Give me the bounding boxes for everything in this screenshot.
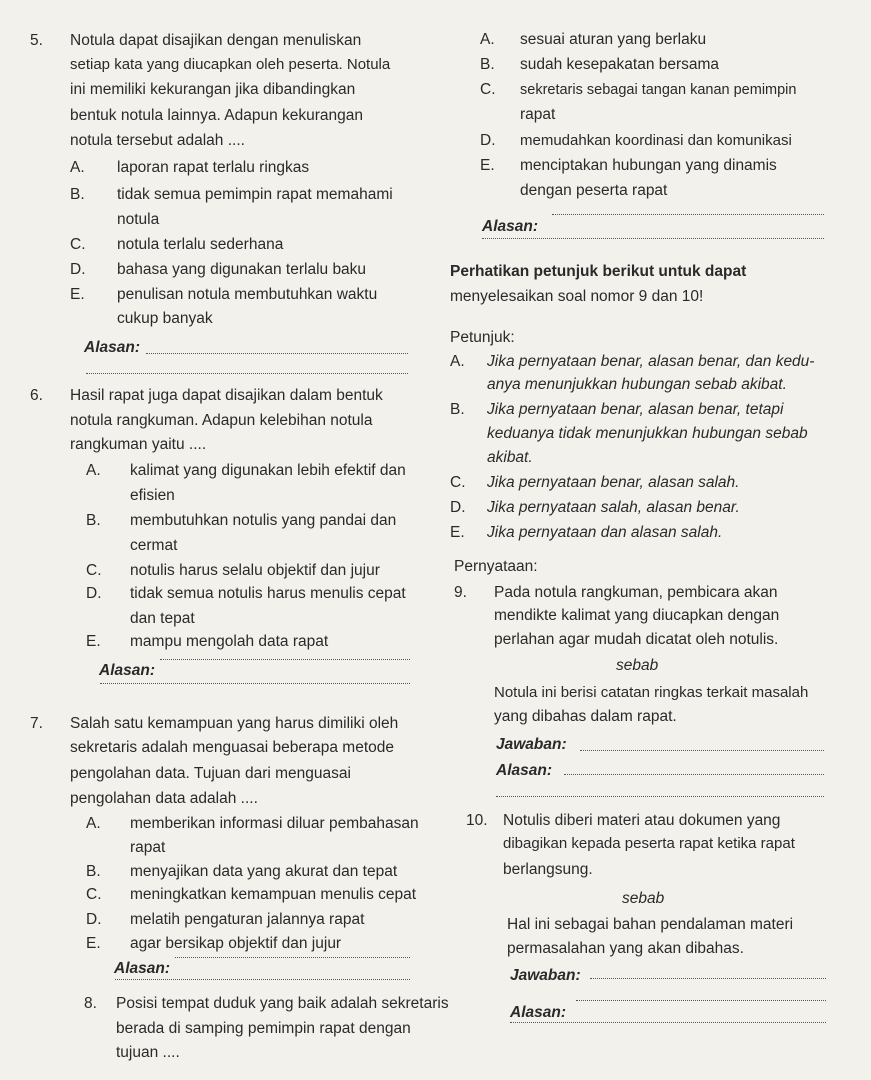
answer-line[interactable] <box>86 373 408 374</box>
pernyataan-heading: Pernyataan: <box>454 558 538 575</box>
instruction-text: Jika pernyataan dan alasan salah. <box>487 524 723 541</box>
option-letter: E. <box>480 157 495 174</box>
option-letter: A. <box>86 462 101 479</box>
question-stem-line: berada di samping pemimpin rapat dengan <box>116 1020 411 1037</box>
option-text: meningkatkan kemampuan menulis cepat <box>130 886 417 903</box>
question-number: 5. <box>30 32 43 49</box>
option-letter: B. <box>70 186 85 203</box>
option-letter: C. <box>86 886 102 903</box>
answer-line[interactable] <box>115 979 410 980</box>
answer-line[interactable] <box>160 659 410 660</box>
option-letter: A. <box>70 159 85 176</box>
instruction-letter: E. <box>450 524 465 541</box>
instruction-text: Jika pernyataan benar, alasan benar, dan kedu- <box>487 353 815 370</box>
question-number: 8. <box>84 995 97 1012</box>
option-letter: D. <box>86 585 102 602</box>
instruction-letter: A. <box>450 353 465 370</box>
option-letter: B. <box>86 863 101 880</box>
answer-line[interactable] <box>482 238 824 239</box>
statement-line: dibagikan kepada peserta rapat ketika rapat <box>503 835 795 852</box>
alasan-label: Alasan: <box>510 1004 566 1021</box>
sebab-label: sebab <box>616 657 659 674</box>
instructions-intro: Perhatikan petunjuk berikut untuk dapat <box>450 263 747 280</box>
option-letter: D. <box>70 261 86 278</box>
question-stem-line: sekretaris adalah menguasai beberapa metode <box>70 739 394 756</box>
reason-line: Hal ini sebagai bahan pendalaman materi <box>507 916 794 933</box>
option-text: melatih pengaturan jalannya rapat <box>130 911 365 928</box>
option-letter: E. <box>86 935 101 952</box>
jawaban-label: Jawaban: <box>510 967 581 984</box>
option-text: efisien <box>130 487 175 504</box>
question-stem-line: pengolahan data. Tujuan dari menguasai <box>70 765 351 782</box>
option-text: dengan peserta rapat <box>520 182 668 199</box>
instruction-letter: D. <box>450 499 466 516</box>
alasan-label: Alasan: <box>496 762 552 779</box>
option-text: membutuhkan notulis yang pandai dan <box>130 512 397 529</box>
option-text: kalimat yang digunakan lebih efektif dan <box>130 462 406 479</box>
alasan-label: Alasan: <box>99 662 155 679</box>
option-letter: E. <box>70 286 85 303</box>
instruction-text: Jika pernyataan benar, alasan salah. <box>487 474 740 491</box>
answer-line[interactable] <box>564 774 824 775</box>
reason-line: yang dibahas dalam rapat. <box>494 708 677 725</box>
option-text: menyajikan data yang akurat dan tepat <box>130 863 398 880</box>
option-text: memudahkan koordinasi dan komunikasi <box>520 132 792 149</box>
question-stem-line: Salah satu kemampuan yang harus dimiliki oleh <box>70 715 399 732</box>
question-stem-line: ini memiliki kekurangan jika dibandingkan <box>70 81 356 98</box>
option-text: mampu mengolah data rapat <box>130 633 329 650</box>
option-text: laporan rapat terlalu ringkas <box>117 159 310 176</box>
answer-line[interactable] <box>552 214 824 215</box>
alasan-label: Alasan: <box>84 339 140 356</box>
reason-line: permasalahan yang akan dibahas. <box>507 940 744 957</box>
statement-line: berlangsung. <box>503 861 593 878</box>
question-stem-line: pengolahan data adalah .... <box>70 790 258 807</box>
sebab-label: sebab <box>622 890 665 907</box>
option-letter: E. <box>86 633 101 650</box>
option-text: cermat <box>130 537 178 554</box>
answer-line[interactable] <box>496 796 824 797</box>
option-text: dan tepat <box>130 610 195 627</box>
answer-line[interactable] <box>146 353 408 354</box>
question-stem-line: Hasil rapat juga dapat disajikan dalam bentuk <box>70 387 383 404</box>
option-text: agar bersikap objektif dan jujur <box>130 935 342 952</box>
option-letter: C. <box>480 81 496 98</box>
statement-line: Pada notula rangkuman, pembicara akan <box>494 584 778 601</box>
jawaban-label: Jawaban: <box>496 736 567 753</box>
option-letter: B. <box>86 512 101 529</box>
question-number: 10. <box>466 812 488 829</box>
answer-line[interactable] <box>576 1000 826 1001</box>
instruction-text: akibat. <box>487 449 533 466</box>
question-stem-line: Posisi tempat duduk yang baik adalah sekretaris <box>116 995 449 1012</box>
statement-line: mendikte kalimat yang diucapkan dengan <box>494 607 780 624</box>
option-letter: A. <box>480 31 495 48</box>
instruction-letter: B. <box>450 401 465 418</box>
option-text: tidak semua notulis harus menulis cepat <box>130 585 406 602</box>
question-stem-line: rangkuman yaitu .... <box>70 436 207 453</box>
option-text: memberikan informasi diluar pembahasan <box>130 815 419 832</box>
question-stem-line: bentuk notula lainnya. Adapun kekurangan <box>70 107 364 124</box>
option-text: penulisan notula membutuhkan waktu <box>117 286 378 303</box>
alasan-label: Alasan: <box>114 960 170 977</box>
option-text: notula <box>117 211 160 228</box>
question-stem-line: notula tersebut adalah .... <box>70 132 245 149</box>
option-text: sekretaris sebagai tangan kanan pemimpin <box>520 82 797 98</box>
option-letter: C. <box>70 236 86 253</box>
option-letter: D. <box>86 911 102 928</box>
instruction-text: keduanya tidak menunjukkan hubungan sebab <box>487 425 808 442</box>
option-letter: D. <box>480 132 496 149</box>
answer-line[interactable] <box>175 957 410 958</box>
question-number: 9. <box>454 584 467 601</box>
option-text: sesuai aturan yang berlaku <box>520 31 707 48</box>
answer-line[interactable] <box>590 978 826 979</box>
answer-line[interactable] <box>580 750 824 751</box>
question-stem-line: setiap kata yang diucapkan oleh peserta. Notula <box>70 56 391 73</box>
instruction-text: Jika pernyataan salah, alasan benar. <box>487 499 740 516</box>
statement-line: Notulis diberi materi atau dokumen yang <box>503 812 781 829</box>
option-text: rapat <box>130 839 166 856</box>
instruction-letter: C. <box>450 474 466 491</box>
question-number: 7. <box>30 715 43 732</box>
option-text: tidak semua pemimpin rapat memahami <box>117 186 393 203</box>
option-letter: C. <box>86 562 102 579</box>
instruction-text: Jika pernyataan benar, alasan benar, tetapi <box>487 401 784 418</box>
option-text: menciptakan hubungan yang dinamis <box>520 157 777 174</box>
instructions-heading: Petunjuk: <box>450 329 515 346</box>
option-text: rapat <box>520 106 556 123</box>
instruction-text: anya menunjukkan hubungan sebab akibat. <box>487 376 787 393</box>
question-stem-line: notula rangkuman. Adapun kelebihan notula <box>70 412 373 429</box>
question-stem-line: Notula dapat disajikan dengan menuliskan <box>70 32 362 49</box>
option-letter: A. <box>86 815 101 832</box>
question-number: 6. <box>30 387 43 404</box>
option-text: notula terlalu sederhana <box>117 236 284 253</box>
statement-line: perlahan agar mudah dicatat oleh notulis. <box>494 631 779 648</box>
option-text: bahasa yang digunakan terlalu baku <box>117 261 367 278</box>
reason-line: Notula ini berisi catatan ringkas terkait masalah <box>494 684 809 701</box>
option-text: sudah kesepakatan bersama <box>520 56 720 73</box>
option-text: cukup banyak <box>117 310 213 327</box>
answer-line[interactable] <box>100 683 410 684</box>
option-letter: B. <box>480 56 495 73</box>
option-text: notulis harus selalu objektif dan jujur <box>130 562 380 579</box>
instructions-intro: menyelesaikan soal nomor 9 dan 10! <box>450 288 704 305</box>
answer-line[interactable] <box>510 1022 826 1023</box>
alasan-label: Alasan: <box>482 218 538 235</box>
question-stem-line: tujuan .... <box>116 1044 180 1061</box>
